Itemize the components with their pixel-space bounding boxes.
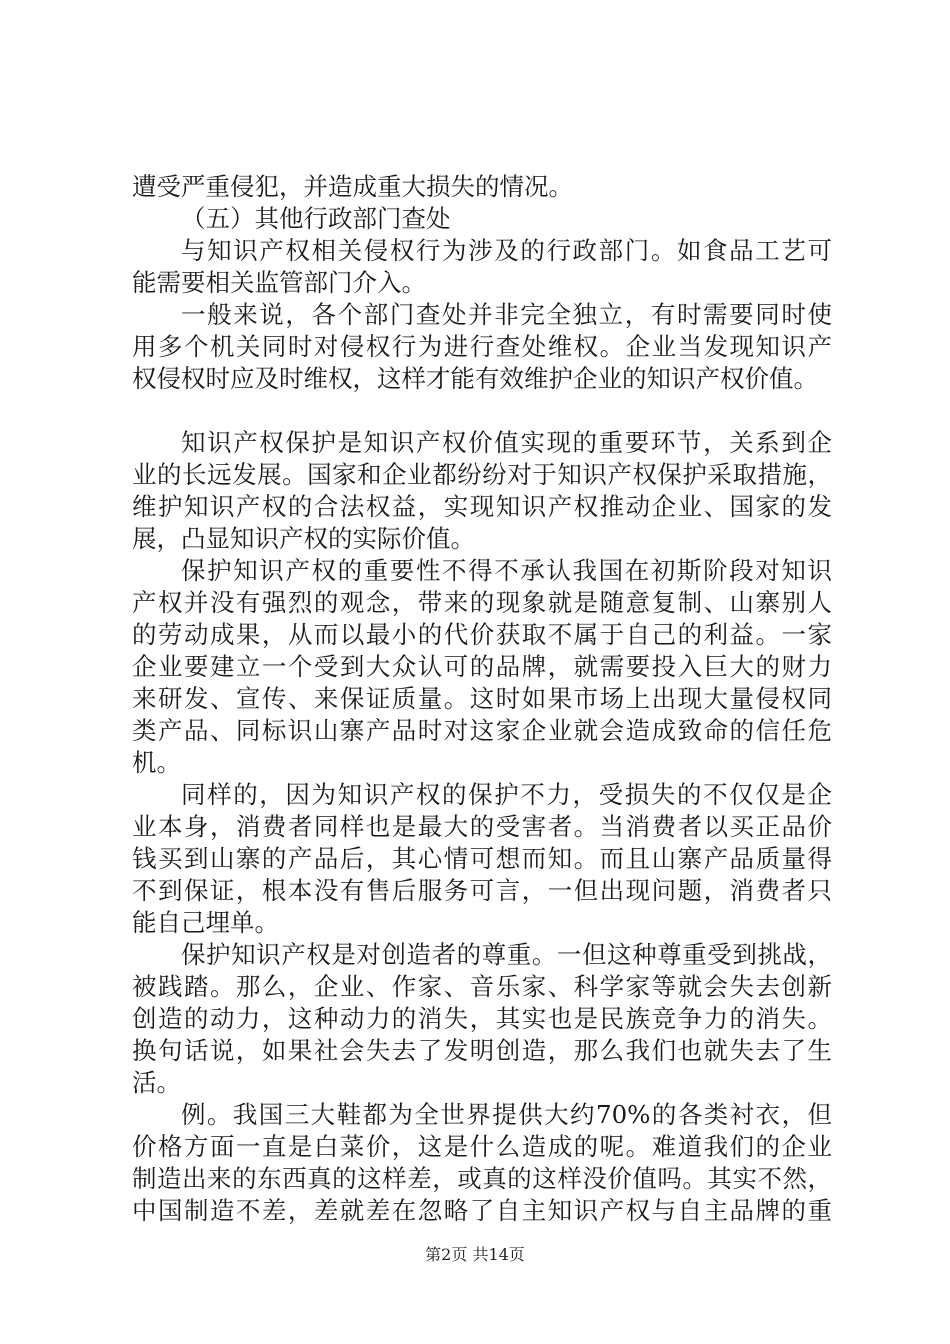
text-line: 企业要建立一个受到大众认可的品牌，就需要投入巨大的财力 xyxy=(132,652,832,681)
text-line: 中国制造不差，差就差在忽略了自主知识产权与自主品牌的重 xyxy=(132,1196,832,1225)
text-line: 用多个机关同时对侵权行为进行查处维权。企业当发现知识产 xyxy=(132,332,832,361)
text-line: 能自己埋单。 xyxy=(132,908,279,937)
paragraph xyxy=(132,939,832,1099)
text-line: 同样的，因为知识产权的保护不力，受损失的不仅仅是企 xyxy=(181,780,832,809)
text-line: 权侵权时应及时维权，这样才能有效维护企业的知识产权价值。 xyxy=(132,364,818,393)
text-line: 与知识产权相关侵权行为涉及的行政部门。如食品工艺可 xyxy=(181,236,832,265)
text-line: 维护知识产权的合法权益，实现知识产权推动企业、国家的发 xyxy=(132,492,832,521)
text-line: 不到保证，根本没有售后服务可言，一但出现问题，消费者只 xyxy=(132,876,832,905)
text-line: 机。 xyxy=(132,748,181,777)
text-line: 来研发、宣传、来保证质量。这时如果市场上出现大量侵权同 xyxy=(132,684,832,713)
text-line: 遭受严重侵犯，并造成重大损失的情况。 xyxy=(132,172,573,201)
paragraph-gap xyxy=(132,395,832,427)
text-line: 一般来说，各个部门查处并非完全独立，有时需要同时使 xyxy=(181,300,832,329)
text-line: 保护知识产权的重要性不得不承认我国在初斯阶段对知识 xyxy=(181,556,832,585)
paragraph xyxy=(132,1099,832,1227)
paragraph xyxy=(132,203,832,235)
text-line: 活。 xyxy=(132,1068,181,1097)
paragraph xyxy=(132,555,832,779)
text-line: 例。我国三大鞋都为全世界提供大约70%的各类衬衣，但 xyxy=(181,1100,832,1129)
text-line: 展，凸显知识产权的实际价值。 xyxy=(132,524,475,553)
text-line: 钱买到山寨的产品后，其心情可想而知。而且山寨产品质量得 xyxy=(132,844,832,873)
text-line: 换句话说，如果社会失去了发明创造，那么我们也就失去了生 xyxy=(132,1036,832,1065)
text-line: 的劳动成果，从而以最小的代价获取不属于自己的利益。一家 xyxy=(132,620,832,649)
text-line: 业的长远发展。国家和企业都纷纷对于知识产权保护采取措施， xyxy=(132,460,832,489)
text-line: 制造出来的东西真的这样差，或真的这样没价值吗。其实不然， xyxy=(132,1164,832,1193)
document-body xyxy=(132,171,832,1227)
paragraph xyxy=(132,427,832,555)
text-line: 保护知识产权是对创造者的尊重。一但这种尊重受到挑战， xyxy=(181,940,832,969)
paragraph xyxy=(132,779,832,939)
paragraph xyxy=(132,299,832,395)
paragraph xyxy=(132,235,832,299)
text-line: 被践踏。那么，企业、作家、音乐家、科学家等就会失去创新 xyxy=(132,972,832,1001)
text-line: 能需要相关监管部门介入。 xyxy=(132,268,426,297)
text-line: 创造的动力，这种动力的消失，其实也是民族竞争力的消失。 xyxy=(132,1004,832,1033)
text-line: 业本身，消费者同样也是最大的受害者。当消费者以买正品价 xyxy=(132,812,832,841)
text-line: 价格方面一直是白菜价，这是什么造成的呢。难道我们的企业 xyxy=(132,1132,832,1161)
text-line: 知识产权保护是知识产权价值实现的重要环节，关系到企 xyxy=(181,428,832,457)
text-line: （五）其他行政部门查处 xyxy=(181,204,451,233)
page-footer: 第2页 共14页 xyxy=(425,1245,525,1264)
text-line: 类产品、同标识山寨产品时对这家企业就会造成致命的信任危 xyxy=(132,716,832,745)
paragraph xyxy=(132,171,832,203)
text-line: 产权并没有强烈的观念，带来的现象就是随意复制、山寨别人 xyxy=(132,588,832,617)
